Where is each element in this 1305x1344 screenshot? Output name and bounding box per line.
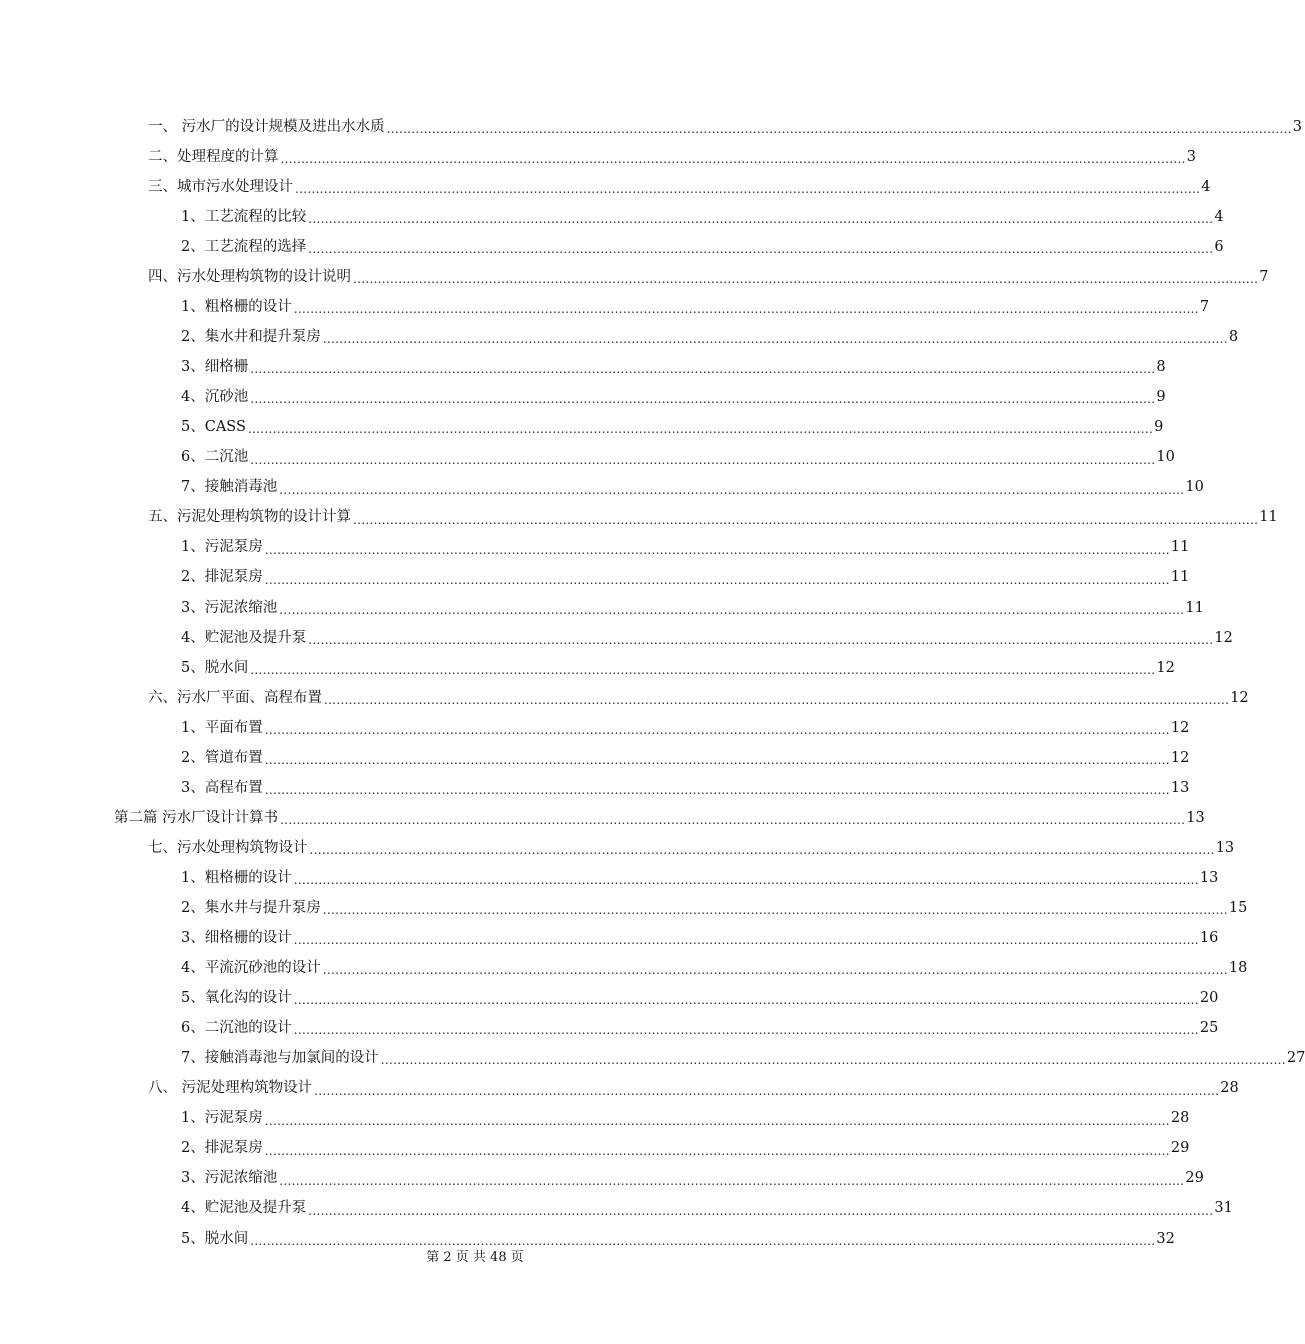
toc-entry-label: 八、 污泥处理构筑物设计 xyxy=(148,1080,313,1097)
toc-leader-dots: ............................................................................................................................................................................................................................ xyxy=(250,362,1156,377)
toc-entry-page-number: 25 xyxy=(1199,1020,1219,1037)
toc-entry[interactable] xyxy=(0,352,1166,382)
toc-entry-page-number: 20 xyxy=(1199,990,1219,1007)
toc-entry-page-number: 11 xyxy=(1185,599,1204,616)
toc-entry-label: 1、污泥泵房 xyxy=(181,1110,263,1127)
toc-entry-label: 2、工艺流程的选择 xyxy=(181,238,307,255)
toc-leader-dots: ............................................................................................................................................................................................................................ xyxy=(353,512,1259,527)
toc-entry[interactable] xyxy=(0,563,1190,593)
toc-entry[interactable] xyxy=(0,893,1248,923)
toc-entry-page-number: 13 xyxy=(1186,809,1205,826)
toc-entry-label: 6、二沉池 xyxy=(181,449,249,466)
toc-entry-page-number: 6 xyxy=(1214,238,1224,255)
toc-entry[interactable] xyxy=(0,503,1278,533)
toc-leader-dots: ............................................................................................................................................................................................................................ xyxy=(293,993,1199,1008)
toc-entry-page-number: 12 xyxy=(1170,749,1190,766)
table-of-contents xyxy=(0,112,1305,1254)
toc-entry-label: 3、高程布置 xyxy=(181,779,263,796)
toc-entry[interactable] xyxy=(0,623,1233,653)
toc-leader-dots: ............................................................................................................................................................................................................................ xyxy=(280,813,1186,828)
toc-entry[interactable] xyxy=(0,112,1303,142)
toc-entry-label: 5、氧化沟的设计 xyxy=(181,990,292,1007)
toc-entry-label: 三、城市污水处理设计 xyxy=(148,178,293,195)
toc-leader-dots: ............................................................................................................................................................................................................................ xyxy=(295,182,1201,197)
toc-entry[interactable] xyxy=(0,232,1224,262)
toc-leader-dots: ............................................................................................................................................................................................................................ xyxy=(264,783,1170,798)
toc-entry-label: 五、污泥处理构筑物的设计计算 xyxy=(148,509,351,526)
toc-entry-label: 六、污水厂平面、高程布置 xyxy=(148,689,322,706)
toc-entry[interactable] xyxy=(0,1164,1204,1194)
toc-entry-page-number: 29 xyxy=(1185,1170,1204,1187)
toc-entry[interactable] xyxy=(0,382,1166,412)
toc-leader-dots: ............................................................................................................................................................................................................................ xyxy=(279,602,1185,617)
toc-entry[interactable] xyxy=(0,833,1235,863)
toc-leader-dots: ............................................................................................................................................................................................................................ xyxy=(322,332,1228,347)
toc-entry-label: 4、贮泥池及提升泵 xyxy=(181,1200,307,1217)
toc-entry[interactable] xyxy=(0,1043,1305,1073)
toc-entry[interactable] xyxy=(0,1134,1190,1164)
toc-leader-dots: ............................................................................................................................................................................................................................ xyxy=(314,1083,1220,1098)
toc-entry[interactable] xyxy=(0,803,1205,833)
toc-entry-page-number: 7 xyxy=(1259,269,1269,285)
toc-entry-label: 一、 污水厂的设计规模及进出水水质 xyxy=(148,118,385,135)
toc-leader-dots: ............................................................................................................................................................................................................................ xyxy=(264,1143,1170,1158)
toc-entry[interactable] xyxy=(0,683,1249,713)
toc-leader-dots: ............................................................................................................................................................................................................................ xyxy=(308,1203,1214,1218)
toc-entry-label: 4、平流沉砂池的设计 xyxy=(181,960,321,977)
toc-entry[interactable] xyxy=(0,953,1248,983)
toc-entry-page-number: 9 xyxy=(1156,389,1166,406)
toc-leader-dots: ............................................................................................................................................................................................................................ xyxy=(308,242,1214,257)
toc-entry[interactable] xyxy=(0,1074,1239,1104)
toc-entry-page-number: 12 xyxy=(1156,659,1175,676)
toc-entry-page-number: 3 xyxy=(1292,118,1303,135)
toc-entry-label: 5、CASS xyxy=(181,419,246,436)
toc-leader-dots: ............................................................................................................................................................................................................................ xyxy=(293,933,1199,948)
toc-leader-dots: ............................................................................................................................................................................................................................ xyxy=(264,542,1170,557)
toc-entry-page-number: 13 xyxy=(1215,839,1235,856)
toc-entry-label: 6、二沉池的设计 xyxy=(181,1020,292,1037)
toc-entry-page-number: 16 xyxy=(1199,930,1219,947)
toc-entry-label: 3、污泥浓缩池 xyxy=(181,599,278,616)
toc-entry-label: 1、粗格栅的设计 xyxy=(181,869,292,886)
toc-leader-dots: ............................................................................................................................................................................................................................ xyxy=(308,212,1214,227)
toc-entry[interactable] xyxy=(0,443,1175,473)
toc-leader-dots: ............................................................................................................................................................................................................................ xyxy=(264,572,1170,587)
toc-entry-page-number: 31 xyxy=(1214,1200,1233,1217)
toc-entry-label: 5、脱水间 xyxy=(181,659,249,676)
toc-entry-page-number: 11 xyxy=(1259,509,1278,526)
toc-leader-dots: ............................................................................................................................................................................................................................ xyxy=(293,1023,1199,1038)
toc-entry[interactable] xyxy=(0,773,1190,803)
toc-leader-dots: ............................................................................................................................................................................................................................ xyxy=(380,1053,1286,1068)
toc-entry-label: 5、脱水间 xyxy=(181,1230,249,1247)
toc-leader-dots: ............................................................................................................................................................................................................................ xyxy=(250,1233,1156,1248)
toc-leader-dots: ............................................................................................................................................................................................................................ xyxy=(293,873,1199,888)
toc-leader-dots: ............................................................................................................................................................................................................................ xyxy=(322,963,1228,978)
toc-entry[interactable] xyxy=(0,1194,1233,1224)
toc-entry[interactable] xyxy=(0,1104,1190,1134)
toc-entry-page-number: 11 xyxy=(1170,539,1190,556)
toc-entry-label: 第二篇 污水厂设计计算书 xyxy=(114,809,279,826)
toc-entry-label: 1、粗格栅的设计 xyxy=(181,299,292,316)
toc-leader-dots: ............................................................................................................................................................................................................................ xyxy=(293,302,1199,317)
toc-entry[interactable] xyxy=(0,172,1211,202)
toc-leader-dots: ............................................................................................................................................................................................................................ xyxy=(264,1113,1170,1128)
toc-entry-label: 3、细格栅的设计 xyxy=(181,930,292,947)
toc-entry-page-number: 12 xyxy=(1214,629,1233,646)
toc-leader-dots: ............................................................................................................................................................................................................................ xyxy=(324,692,1230,707)
toc-entry-label: 2、集水井与提升泵房 xyxy=(181,899,321,916)
toc-entry-page-number: 11 xyxy=(1170,569,1190,586)
toc-leader-dots: ............................................................................................................................................................................................................................ xyxy=(250,662,1156,677)
toc-entry-label: 2、排泥泵房 xyxy=(181,569,263,586)
toc-entry-page-number: 32 xyxy=(1156,1230,1175,1247)
toc-leader-dots: ............................................................................................................................................................................................................................ xyxy=(353,272,1259,287)
toc-entry[interactable] xyxy=(0,713,1190,743)
toc-leader-dots: ............................................................................................................................................................................................................................ xyxy=(309,843,1215,858)
toc-entry[interactable] xyxy=(0,262,1269,292)
toc-entry[interactable] xyxy=(0,142,1196,172)
toc-entry-page-number: 28 xyxy=(1170,1110,1190,1127)
toc-entry-page-number: 15 xyxy=(1228,899,1248,916)
toc-entry-page-number: 29 xyxy=(1170,1140,1190,1157)
toc-leader-dots: ............................................................................................................................................................................................................................ xyxy=(279,1173,1185,1188)
toc-leader-dots: ............................................................................................................................................................................................................................ xyxy=(247,422,1154,437)
toc-entry-label: 1、平面布置 xyxy=(181,719,263,736)
toc-entry-page-number: 13 xyxy=(1170,779,1190,796)
toc-entry[interactable] xyxy=(0,473,1204,503)
toc-entry-label: 七、污水处理构筑物设计 xyxy=(148,839,308,856)
page-footer: 第 2 页 共 48 页 xyxy=(426,1250,524,1265)
toc-leader-dots: ............................................................................................................................................................................................................................ xyxy=(322,903,1228,918)
toc-entry-page-number: 4 xyxy=(1214,208,1224,225)
toc-entry[interactable] xyxy=(0,593,1204,623)
toc-entry-page-number: 8 xyxy=(1228,329,1239,346)
toc-entry-label: 7、接触消毒池 xyxy=(181,479,278,496)
toc-entry-page-number: 12 xyxy=(1170,719,1190,736)
toc-leader-dots: ............................................................................................................................................................................................................................ xyxy=(250,392,1156,407)
toc-entry-page-number: 28 xyxy=(1220,1080,1239,1097)
toc-entry[interactable] xyxy=(0,653,1175,683)
toc-entry-page-number: 7 xyxy=(1199,299,1210,316)
toc-entry-label: 7、接触消毒池与加氯间的设计 xyxy=(181,1050,379,1067)
toc-entry[interactable] xyxy=(0,923,1219,953)
toc-entry-page-number: 4 xyxy=(1201,178,1211,195)
toc-entry-label: 2、集水井和提升泵房 xyxy=(181,329,321,346)
toc-entry[interactable] xyxy=(0,743,1190,773)
toc-entry-page-number: 27 xyxy=(1286,1050,1305,1067)
toc-entry[interactable] xyxy=(0,533,1190,563)
toc-entry-page-number: 3 xyxy=(1186,148,1196,165)
toc-entry[interactable] xyxy=(0,202,1224,232)
toc-entry-page-number: 8 xyxy=(1156,359,1166,376)
toc-entry-label: 3、细格栅 xyxy=(181,359,249,376)
toc-entry-label: 1、工艺流程的比较 xyxy=(181,208,307,225)
toc-entry-label: 四、污水处理构筑物的设计说明 xyxy=(148,269,351,285)
toc-entry-page-number: 18 xyxy=(1228,960,1248,977)
toc-entry-label: 3、污泥浓缩池 xyxy=(181,1170,278,1187)
toc-entry[interactable] xyxy=(0,983,1219,1013)
toc-entry[interactable] xyxy=(0,1013,1219,1043)
toc-entry-page-number: 12 xyxy=(1230,689,1249,706)
toc-leader-dots: ............................................................................................................................................................................................................................ xyxy=(264,722,1170,737)
toc-entry[interactable] xyxy=(0,322,1239,352)
toc-entry-page-number: 10 xyxy=(1156,449,1175,466)
toc-entry-label: 4、沉砂池 xyxy=(181,389,249,406)
toc-entry-label: 1、污泥泵房 xyxy=(181,539,263,556)
toc-entry-page-number: 13 xyxy=(1199,869,1219,886)
toc-entry-page-number: 10 xyxy=(1185,479,1204,496)
toc-entry-label: 4、贮泥池及提升泵 xyxy=(181,629,307,646)
toc-leader-dots: ............................................................................................................................................................................................................................ xyxy=(250,452,1156,467)
toc-leader-dots: ............................................................................................................................................................................................................................ xyxy=(386,122,1292,137)
toc-entry[interactable] xyxy=(0,863,1219,893)
toc-entry-label: 二、处理程度的计算 xyxy=(148,148,279,165)
toc-entry[interactable] xyxy=(0,412,1164,442)
toc-entry[interactable] xyxy=(0,292,1210,322)
toc-leader-dots: ............................................................................................................................................................................................................................ xyxy=(280,152,1186,167)
toc-entry-label: 2、管道布置 xyxy=(181,749,263,766)
toc-entry-page-number: 9 xyxy=(1154,419,1164,436)
toc-leader-dots: ............................................................................................................................................................................................................................ xyxy=(279,482,1185,497)
toc-leader-dots: ............................................................................................................................................................................................................................ xyxy=(308,632,1214,647)
toc-entry-label: 2、排泥泵房 xyxy=(181,1140,263,1157)
toc-leader-dots: ............................................................................................................................................................................................................................ xyxy=(264,753,1170,767)
